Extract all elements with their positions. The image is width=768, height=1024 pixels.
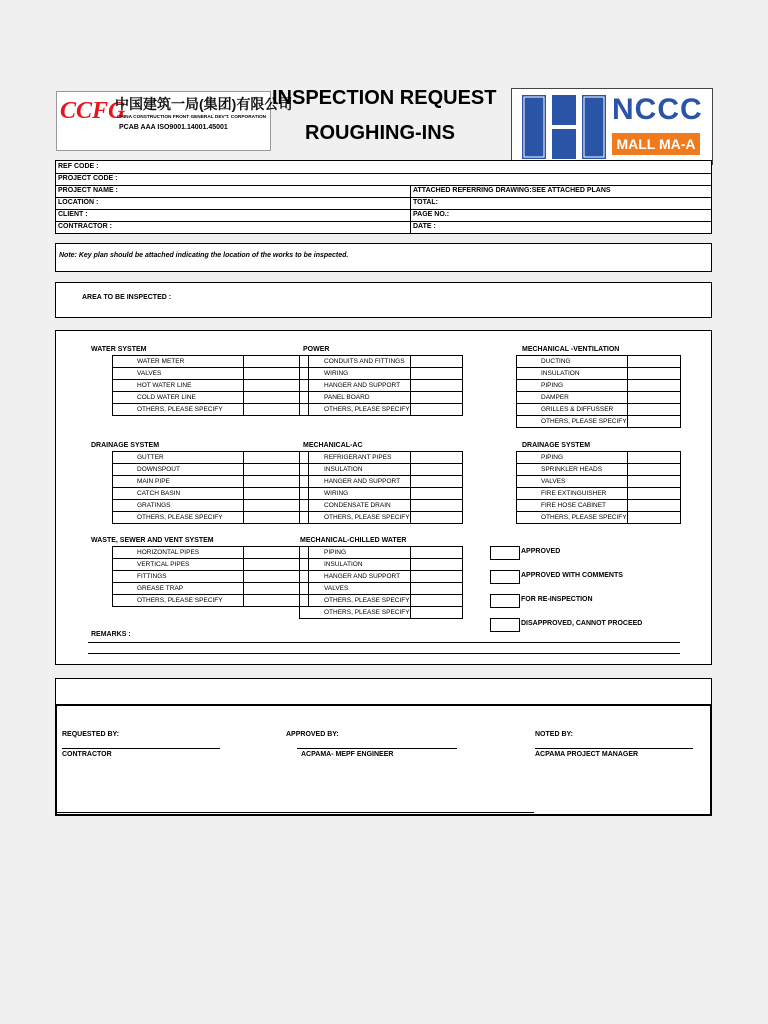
nccc-sub: MALL MA-A <box>612 133 700 155</box>
waste-table <box>112 546 309 607</box>
item-label: HANGER AND SUPPORT <box>300 476 411 488</box>
table-row[interactable] <box>517 452 681 464</box>
group-title-mech-vent: MECHANICAL -VENTILATION <box>522 346 620 353</box>
chilled-table <box>299 546 463 619</box>
table-row[interactable] <box>300 392 463 404</box>
table-row[interactable] <box>113 500 309 512</box>
table-row[interactable] <box>517 356 681 368</box>
table-row[interactable] <box>113 464 309 476</box>
table-row[interactable] <box>113 452 309 464</box>
project-info-table <box>55 160 712 234</box>
check-cell[interactable] <box>410 559 462 571</box>
ccfg-chinese-name: 中国建筑一局(集团)有限公司 <box>115 96 293 112</box>
table-row[interactable] <box>300 476 463 488</box>
check-cell[interactable] <box>628 356 681 368</box>
item-label: OTHERS, PLEASE SPECIFY <box>300 595 411 607</box>
check-cell[interactable] <box>410 368 462 380</box>
check-cell[interactable] <box>628 464 681 476</box>
item-label: COLD WATER LINE <box>113 392 244 404</box>
requested-by-label: REQUESTED BY: <box>62 731 120 738</box>
item-label: OTHERS, PLEASE SPECIFY <box>300 404 411 416</box>
contractor-sign-label: CONTRACTOR <box>62 751 112 758</box>
item-label: PANEL BOARD <box>300 392 411 404</box>
date-label: DATE : <box>413 223 436 230</box>
item-label: FIRE HOSE CABINET <box>517 500 628 512</box>
water-system-table <box>112 355 309 416</box>
table-row[interactable] <box>517 380 681 392</box>
table-row[interactable] <box>517 416 681 428</box>
table-row[interactable] <box>517 476 681 488</box>
item-label: INSULATION <box>517 368 628 380</box>
table-row[interactable] <box>300 452 463 464</box>
re-inspection-checkbox[interactable] <box>490 594 520 608</box>
check-cell[interactable] <box>410 392 462 404</box>
table-row[interactable] <box>300 559 463 571</box>
table-row[interactable] <box>113 595 309 607</box>
contractor-label: CONTRACTOR : <box>58 223 112 230</box>
item-label: OTHERS, PLEASE SPECIFY <box>113 595 244 607</box>
group-title-water-system: WATER SYSTEM <box>91 346 147 353</box>
check-cell[interactable] <box>628 404 681 416</box>
check-cell[interactable] <box>628 488 681 500</box>
item-label: MAIN PIPE <box>113 476 244 488</box>
total-label: TOTAL: <box>413 199 439 206</box>
item-label: CATCH BASIN <box>113 488 244 500</box>
table-row[interactable] <box>300 380 463 392</box>
item-label: FITTINGS <box>113 571 244 583</box>
table-row[interactable] <box>113 368 309 380</box>
item-label: DAMPER <box>517 392 628 404</box>
table-row[interactable] <box>113 559 309 571</box>
noted-by-signature-line[interactable] <box>535 748 693 749</box>
checklist-section <box>55 330 712 665</box>
power-table <box>299 355 463 416</box>
check-cell[interactable] <box>628 368 681 380</box>
client-label: CLIENT : <box>58 211 88 218</box>
item-label: CONDENSATE DRAIN <box>300 500 411 512</box>
item-label: WIRING <box>300 488 411 500</box>
disapproved-label: DISAPPROVED, CANNOT PROCEED <box>521 620 643 627</box>
table-row[interactable] <box>113 380 309 392</box>
table-row[interactable] <box>300 595 463 607</box>
item-label: VALVES <box>113 368 244 380</box>
item-label: PIPING <box>517 452 628 464</box>
attached-drawing-label: ATTACHED REFERRING DRAWING:SEE ATTACHED PLANS <box>413 187 611 194</box>
item-label: OTHERS, PLEASE SPECIFY <box>300 512 411 524</box>
item-label: SPRINKLER HEADS <box>517 464 628 476</box>
ccfg-english-name: CHINA CONSTRUCTION FRONT GENERAL DEV'T. CORPORATION <box>117 114 267 120</box>
requested-by-signature-line[interactable] <box>62 748 220 749</box>
item-label: WIRING <box>300 368 411 380</box>
disapproved-checkbox[interactable] <box>490 618 520 632</box>
item-label: FIRE EXTINGUISHER <box>517 488 628 500</box>
check-cell[interactable] <box>628 392 681 404</box>
table-row[interactable] <box>517 488 681 500</box>
table-row[interactable] <box>113 404 309 416</box>
project-name-label: PROJECT NAME : <box>58 187 118 194</box>
check-cell[interactable] <box>410 488 462 500</box>
item-label: HANGER AND SUPPORT <box>300 380 411 392</box>
remarks-label: REMARKS : <box>91 631 131 638</box>
group-title-drainage-2: DRAINAGE SYSTEM <box>522 442 591 449</box>
form-title: INSPECTION REQUEST <box>272 87 497 109</box>
table-row[interactable] <box>517 404 681 416</box>
page-no-label: PAGE NO.: <box>413 211 450 218</box>
table-row[interactable] <box>113 356 309 368</box>
item-label: HOT WATER LINE <box>113 380 244 392</box>
project-manager-label: ACPAMA PROJECT MANAGER <box>535 751 639 758</box>
table-row[interactable] <box>300 500 463 512</box>
approved-by-signature-line[interactable] <box>297 748 457 749</box>
check-cell[interactable] <box>410 380 462 392</box>
approved-with-comments-label: APPROVED WITH COMMENTS <box>521 572 623 579</box>
nccc-brand: NCCC <box>612 93 703 126</box>
table-row[interactable] <box>300 356 463 368</box>
item-label: PIPING <box>517 380 628 392</box>
group-title-waste: WASTE, SEWER AND VENT SYSTEM <box>91 537 214 544</box>
ccfg-brand: CCFG <box>60 98 126 124</box>
item-label: VALVES <box>517 476 628 488</box>
table-row[interactable] <box>517 512 681 524</box>
ref-code-label: REF CODE : <box>58 163 99 170</box>
check-cell[interactable] <box>410 607 462 619</box>
ccfg-cert: PCAB AAA ISO9001.14001.45001 <box>119 124 228 131</box>
mepf-engineer-label: ACPAMA- MEPF ENGINEER <box>301 751 394 758</box>
table-row[interactable] <box>517 464 681 476</box>
table-row[interactable] <box>517 500 681 512</box>
item-label: GRATINGS <box>113 500 244 512</box>
table-row[interactable] <box>300 512 463 524</box>
table-row[interactable] <box>113 392 309 404</box>
group-title-power: POWER <box>303 346 330 353</box>
check-cell[interactable] <box>628 380 681 392</box>
check-cell[interactable] <box>628 416 681 428</box>
check-cell[interactable] <box>410 547 462 559</box>
item-label: VERTICAL PIPES <box>113 559 244 571</box>
check-cell[interactable] <box>410 404 462 416</box>
mech-vent-table <box>516 355 681 428</box>
approved-by-label: APPROVED BY: <box>286 731 339 738</box>
table-row[interactable] <box>300 547 463 559</box>
item-label: INSULATION <box>300 464 411 476</box>
remarks-line-1[interactable] <box>88 642 680 643</box>
check-cell[interactable] <box>410 452 462 464</box>
form-subtitle: ROUGHING-INS <box>305 122 455 144</box>
signature-section <box>55 704 712 816</box>
item-label: OTHERS, PLEASE SPECIFY <box>517 416 628 428</box>
table-row[interactable] <box>300 464 463 476</box>
item-label: REFRIGERANT PIPES <box>300 452 411 464</box>
group-title-drainage: DRAINAGE SYSTEM <box>91 442 160 449</box>
note-box <box>55 243 712 272</box>
table-row[interactable] <box>300 571 463 583</box>
check-cell[interactable] <box>410 583 462 595</box>
item-label: HANGER AND SUPPORT <box>300 571 411 583</box>
table-row[interactable] <box>113 547 309 559</box>
table-row[interactable] <box>300 404 463 416</box>
table-row[interactable] <box>300 583 463 595</box>
area-box <box>55 282 712 318</box>
check-cell[interactable] <box>410 356 462 368</box>
item-label: OTHERS, PLEASE SPECIFY <box>113 404 244 416</box>
item-label: OTHERS, PLEASE SPECIFY <box>517 512 628 524</box>
item-label: WATER METER <box>113 356 244 368</box>
table-row[interactable] <box>517 368 681 380</box>
item-label: DUCTING <box>517 356 628 368</box>
table-row[interactable] <box>113 488 309 500</box>
item-label: INSULATION <box>300 559 411 571</box>
bottom-line <box>57 812 534 813</box>
check-cell[interactable] <box>628 500 681 512</box>
item-label: HORIZONTAL PIPES <box>113 547 244 559</box>
check-cell[interactable] <box>628 452 681 464</box>
table-row[interactable] <box>300 488 463 500</box>
table-row[interactable] <box>113 512 309 524</box>
drainage-table <box>112 451 309 524</box>
item-label: PIPING <box>300 547 411 559</box>
item-label: OTHERS, PLEASE SPECIFY <box>113 512 244 524</box>
item-label: DOWNSPOUT <box>113 464 244 476</box>
item-label: OTHERS, PLEASE SPECIFY <box>300 607 411 619</box>
item-label: VALVES <box>300 583 411 595</box>
location-label: LOCATION : <box>58 199 99 206</box>
nccc-logo <box>511 88 713 165</box>
table-row[interactable] <box>300 607 463 619</box>
item-label: GRILLES & DIFFUSSER <box>517 404 628 416</box>
approved-with-comments-checkbox[interactable] <box>490 570 520 584</box>
check-cell[interactable] <box>410 595 462 607</box>
table-row[interactable] <box>113 583 309 595</box>
project-code-label: PROJECT CODE : <box>58 175 118 182</box>
area-label: AREA TO BE INSPECTED : <box>82 294 172 301</box>
table-row[interactable] <box>300 368 463 380</box>
check-cell[interactable] <box>628 476 681 488</box>
check-cell[interactable] <box>410 512 462 524</box>
ccfg-logo <box>56 91 293 151</box>
drainage-2-table <box>516 451 681 524</box>
check-cell[interactable] <box>410 464 462 476</box>
note-text: Note: Key plan should be attached indicating the location of the works to be inspected. <box>59 252 349 259</box>
approved-checkbox[interactable] <box>490 546 520 560</box>
table-row[interactable] <box>113 476 309 488</box>
re-inspection-label: FOR RE-INSPECTION <box>521 596 593 603</box>
approved-label: APPROVED <box>521 548 561 555</box>
remarks-line-2[interactable] <box>88 653 680 654</box>
item-label: GUTTER <box>113 452 244 464</box>
noted-by-label: NOTED BY: <box>535 731 573 738</box>
check-cell[interactable] <box>410 476 462 488</box>
check-cell[interactable] <box>410 500 462 512</box>
item-label: GREASE TRAP <box>113 583 244 595</box>
mech-ac-table <box>299 451 463 524</box>
table-row[interactable] <box>517 392 681 404</box>
check-cell[interactable] <box>410 571 462 583</box>
check-cell[interactable] <box>628 512 681 524</box>
nccc-emblem-icon <box>522 95 606 159</box>
group-title-chilled: MECHANICAL-CHILLED WATER <box>300 537 407 544</box>
table-row[interactable] <box>113 571 309 583</box>
group-title-mech-ac: MECHANICAL-AC <box>303 442 363 449</box>
item-label: CONDUITS AND FITTINGS <box>300 356 411 368</box>
